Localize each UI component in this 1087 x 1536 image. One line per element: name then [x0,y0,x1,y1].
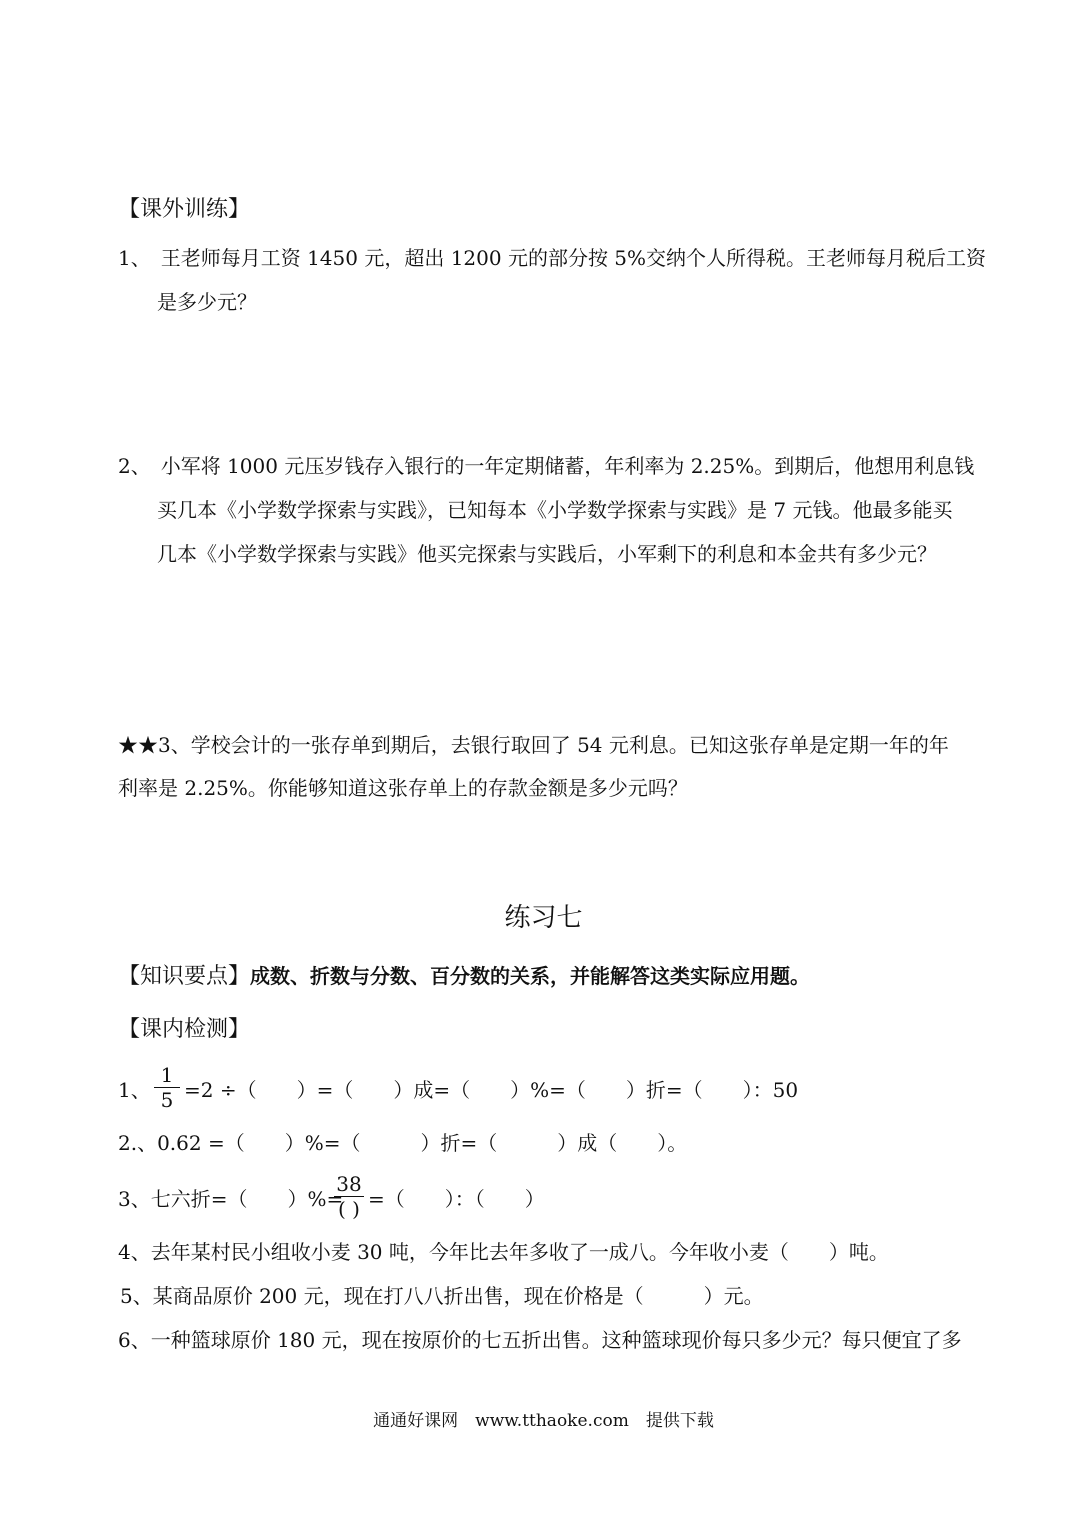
quiz-3-prefix: 3、七六折=（ ）%= [118,1187,344,1211]
quiz-1-fraction [152,1064,182,1111]
quiz-3-text: =（ ）：（ ） [368,1187,545,1211]
knowledge-text: 成数、折数与分数、百分数的关系，并能解答这类实际应用题。 [250,964,811,988]
problem-1-line-1: 1、 王老师每月工资 1450 元，超出 1200 元的部分按 5%交纳个人所得税。王老师每月税后工资 [118,246,987,270]
knowledge-points [118,964,810,989]
problem-1-line-2: 是多少元？ [157,290,257,314]
page-footer: 通通好课网 www.tthaoke.com 提供下载 [373,1411,714,1431]
problem-2-line-1: 2、 小军将 1000 元压岁钱存入银行的一年定期储蓄，年利率为 2.25%。到期后，他想用利息钱 [118,454,975,478]
problem-3-line-2: 利率是 2.25%。你能够知道这张存单上的存款金额是多少元吗？ [118,776,688,800]
exercise-title: 练习七 [504,903,583,933]
quiz-3-fraction [332,1173,366,1220]
knowledge-label: 【知识要点】 [118,964,251,989]
quiz-6: 6、一种篮球原价 180 元，现在按原价的七五折出售。这种篮球现价每只多少元？每只便宜了多 [118,1328,962,1352]
quiz-2: 2.、0.62 =（ ）%=（ ）折=（ ）成（ ）。 [118,1131,688,1155]
fraction-numerator: 38 [336,1172,362,1196]
section-heading-in-class: 【课内检测】 [118,1017,251,1042]
quiz-1-text: =2 ÷（ ）=（ ）成=（ ）%=（ ）折=（ ）：50 [184,1078,799,1102]
quiz-1-prefix: 1、 [118,1078,151,1102]
problem-2-line-2: 买几本《小学数学探索与实践》，已知每本《小学数学探索与实践》是 7 元钱。他最多能买 [157,498,953,522]
fraction-denominator: 5 [160,1088,174,1112]
fraction-denominator: ( ) [338,1197,360,1221]
problem-3-line-1: ★★3、学校会计的一张存单到期后，去银行取回了 54 元利息。已知这张存单是定期一年的年 [118,733,949,757]
section-heading-extra-training: 【课外训练】 [118,197,251,222]
quiz-5: 5、某商品原价 200 元，现在打八八折出售，现在价格是（ ）元。 [120,1284,764,1308]
problem-2-line-3: 几本《小学数学探索与实践》他买完探索与实践后，小军剩下的利息和本金共有多少元？ [157,542,937,566]
quiz-4: 4、去年某村民小组收小麦 30 吨，今年比去年多收了一成八。今年收小麦（ ）吨。 [118,1240,889,1264]
fraction-numerator: 1 [160,1063,174,1087]
